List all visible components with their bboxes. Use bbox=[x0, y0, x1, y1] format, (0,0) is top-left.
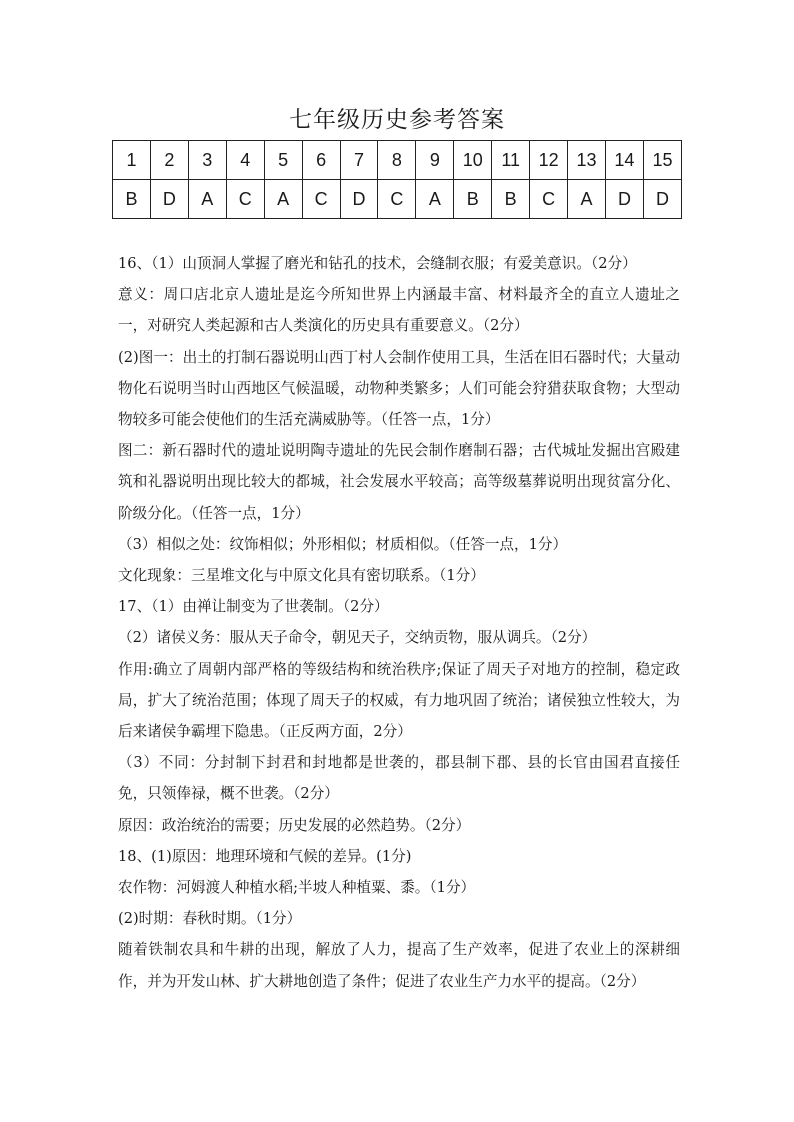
answer-cell: B bbox=[113, 180, 151, 219]
answer-cell: A bbox=[188, 180, 226, 219]
q16-part3-similarity: （3）相似之处：纹饰相似；外形相似；材质相似。（任答一点，1分） bbox=[118, 535, 568, 553]
answer-cell: D bbox=[643, 180, 681, 219]
question-number-cell: 6 bbox=[302, 141, 340, 180]
answer-content bbox=[118, 248, 680, 997]
answer-cell: A bbox=[264, 180, 302, 219]
question-number-cell: 4 bbox=[226, 141, 264, 180]
q17-part2-obligations: （2）诸侯义务：服从天子命令，朝见天子，交纳贡物，服从调兵。（2分） bbox=[118, 629, 597, 647]
q17-part3-reasons: 原因：政治统治的需要；历史发展的必然趋势。（2分） bbox=[118, 816, 471, 834]
question-number-cell: 12 bbox=[530, 141, 568, 180]
q18-part2-period: (2)时期：春秋时期。（1分） bbox=[118, 910, 302, 928]
q18-part1-crops: 农作物：河姆渡人种植水稻;半坡人种植粟、黍。（1分） bbox=[118, 879, 476, 897]
q16-part1-significance: 意义：周口店北京人遗址是迄今所知世界上内涵最丰富、材料最齐全的直立人遗址之一，对研究人类起源和古人类演化的历史具有重要意义。（2分） bbox=[118, 286, 680, 335]
question-number-cell: 14 bbox=[605, 141, 643, 180]
question-number-cell: 10 bbox=[454, 141, 492, 180]
answer-cell: C bbox=[302, 180, 340, 219]
question-number-cell: 1 bbox=[113, 141, 151, 180]
answer-cell: D bbox=[605, 180, 643, 219]
q16-part3-cultural-phenomenon: 文化现象：三星堆文化与中原文化具有密切联系。（1分） bbox=[118, 567, 485, 585]
question-number-cell: 13 bbox=[568, 141, 606, 180]
answer-cell: C bbox=[530, 180, 568, 219]
answer-cell: A bbox=[568, 180, 606, 219]
q17-part2-effects: 作用:确立了周朝内部严格的等级结构和统治秩序;保证了周天子对地方的控制，稳定政局，扩大了统治范围；体现了周天子的权威，有力地巩固了统治；诸侯独立性较大，为后来诸侯争霸埋下隐患。（正反两方面，2分） bbox=[118, 660, 680, 741]
answer-cell: C bbox=[378, 180, 416, 219]
question-number-cell: 11 bbox=[492, 141, 530, 180]
answer-cell: D bbox=[150, 180, 188, 219]
q16-part2-figure2: 图二：新石器时代的遗址说明陶寺遗址的先民会制作磨制石器；古代城址发掘出宫殿建筑和礼器说明出现比较大的都城，社会发展水平较高；高等级墓葬说明出现贫富分化、阶级分化。（任答一点，1分） bbox=[118, 442, 680, 522]
question-number-cell: 15 bbox=[643, 141, 681, 180]
question-number-cell: 8 bbox=[378, 141, 416, 180]
q18-part1-reason: 18、(1)原因：地理环境和气候的差异。(1分) bbox=[118, 847, 412, 865]
question-number-cell: 9 bbox=[416, 141, 454, 180]
answer-row bbox=[113, 180, 682, 219]
page-title: 七年级历史参考答案 bbox=[289, 107, 505, 133]
answer-cell: B bbox=[454, 180, 492, 219]
q17-part3-differences: （3）不同：分封制下封君和封地都是世袭的，郡县制下郡、县的长官由国君直接任免，只领俸禄，概不世袭。（2分） bbox=[118, 754, 680, 803]
answer-cell: D bbox=[340, 180, 378, 219]
q16-part2-figure1: (2)图一：出土的打制石器说明山西丁村人会制作使用工具，生活在旧石器时代；大量动物化石说明当时山西地区气候温暖，动物种类繁多；人们可能会狩猎获取食物；大型动物较多可能会使他们的生活充满威胁等。（任答一点，1分） bbox=[118, 348, 680, 429]
answer-cell: B bbox=[492, 180, 530, 219]
answer-table bbox=[112, 140, 682, 219]
question-number-cell: 3 bbox=[188, 141, 226, 180]
question-number-cell: 5 bbox=[264, 141, 302, 180]
q16-part1-answer: 16、（1）山顶洞人掌握了磨光和钻孔的技术，会缝制衣服；有爱美意识。（2分） bbox=[118, 255, 637, 272]
question-number-row bbox=[113, 141, 682, 180]
question-number-cell: 2 bbox=[150, 141, 188, 180]
answer-cell: A bbox=[416, 180, 454, 219]
question-number-cell: 7 bbox=[340, 141, 378, 180]
q18-part2-impact: 随着铁制农具和牛耕的出现，解放了人力，提高了生产效率，促进了农业上的深耕细作，并为开发山林、扩大耕地创造了条件；促进了农业生产力水平的提高。（2分） bbox=[118, 941, 680, 990]
answer-cell: C bbox=[226, 180, 264, 219]
q17-part1-answer: 17、（1）由禅让制变为了世袭制。（2分） bbox=[118, 598, 389, 616]
